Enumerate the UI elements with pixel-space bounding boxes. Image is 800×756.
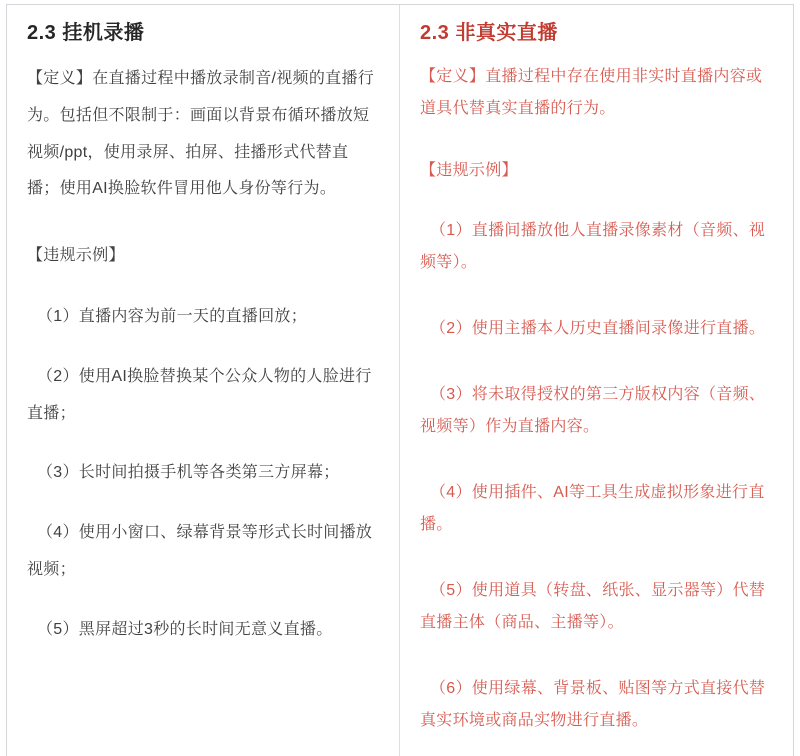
right-example-item: （4）使用插件、AI等工具生成虚拟形象进行直播。 <box>420 484 765 533</box>
left-example-item: （3）长时间拍摄手机等各类第三方屏幕； <box>37 464 340 482</box>
left-section-heading: 2.3 挂机录播 <box>27 22 145 44</box>
right-example-item: （2）使用主播本人历史直播间录像进行直播。 <box>430 320 766 337</box>
left-examples-title: 【违规示例】 <box>27 247 125 265</box>
right-example-item: （1）直播间播放他人直播录像素材（音频、视频等）。 <box>420 222 766 271</box>
left-example-item: （4）使用小窗口、绿幕背景等形式长时间播放视频； <box>27 524 373 578</box>
left-example-item: （2）使用AI换脸替换某个公众人物的人脸进行直播； <box>27 367 372 422</box>
section-fake-live-broadcast <box>400 5 793 756</box>
right-example-item: （3）将未取得授权的第三方版权内容（音频、视频等）作为直播内容。 <box>420 386 766 435</box>
left-example-item: （5）黑屏超过3秒的长时间无意义直播。 <box>37 620 333 638</box>
left-example-item: （1）直播内容为前一天的直播回放； <box>37 307 307 325</box>
right-example-item: （6）使用绿幕、背景板、贴图等方式直接代替真实环境或商品实物进行直播。 <box>420 680 766 729</box>
right-definition-paragraph: 【定义】直播过程中存在使用非实时直播内容或道具代替真实直播的行为。 <box>420 68 763 117</box>
section-recorded-broadcast <box>7 5 400 756</box>
left-definition-paragraph: 【定义】在直播过程中播放录制音/视频的直播行为。包括但不限制于：画面以背景布循环播放短视频/ppt，使用录屏、拍屏、挂播形式代替直播；使用AI换脸软件冒用他人身份等行为。 <box>27 70 375 198</box>
rules-comparison-table <box>6 4 794 756</box>
right-examples-title: 【违规示例】 <box>420 162 518 179</box>
right-example-item: （5）使用道具（转盘、纸张、显示器等）代替直播主体（商品、主播等）。 <box>420 582 766 631</box>
right-section-heading: 2.3 非真实直播 <box>420 22 558 44</box>
